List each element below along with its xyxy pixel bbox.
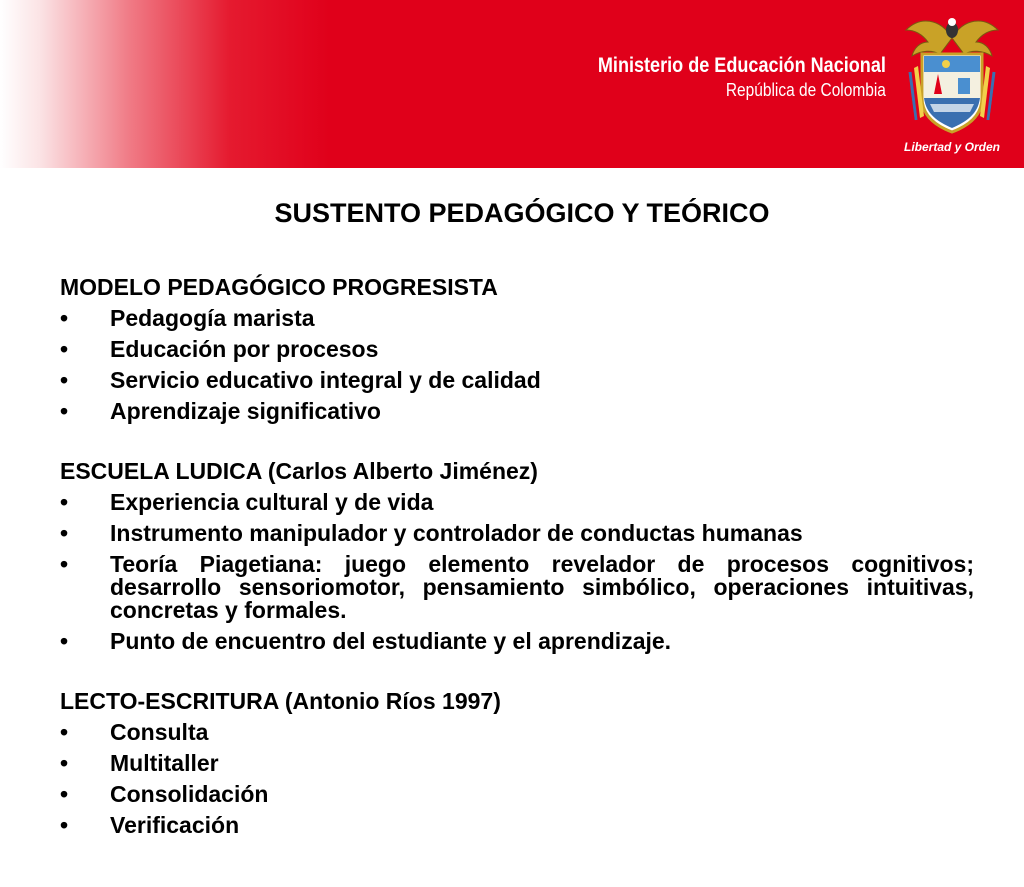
section-spacer <box>60 427 974 456</box>
bullet-icon: • <box>60 367 69 393</box>
page-title: SUSTENTO PEDAGÓGICO Y TEÓRICO <box>274 198 770 228</box>
list-item <box>60 549 974 626</box>
list-item-text: Consolidación <box>110 781 269 807</box>
list-item <box>60 365 974 396</box>
list-item-text: Instrumento manipulador y controlador de conductas humanas <box>110 520 803 546</box>
list-item-text: Servicio educativo integral y de calidad <box>110 367 541 393</box>
ministry-block <box>551 53 886 101</box>
list-item-text: Experiencia cultural y de vida <box>110 489 434 515</box>
list-item <box>60 626 974 657</box>
list-item-text: Consulta <box>110 719 209 745</box>
content-body <box>60 272 974 841</box>
list-item-text: Verificación <box>110 812 240 838</box>
list-item <box>60 396 974 427</box>
list-item <box>60 717 974 748</box>
section-spacer <box>60 657 974 686</box>
bullet-icon: • <box>60 489 69 515</box>
bullet-icon: • <box>60 551 69 577</box>
bullet-icon: • <box>60 520 69 546</box>
list-item-text: Pedagogía marista <box>110 305 315 331</box>
ministry-name: Ministerio de Educación Nacional <box>597 54 886 77</box>
coat-of-arms-logo <box>900 8 1004 164</box>
list-item <box>60 518 974 549</box>
list-item-text: Punto de encuentro del estudiante y el aprendizaje. <box>110 628 672 654</box>
list-item-text: Teoría Piagetiana: juego elemento revelador de procesos cognitivos; desarrollo sensoriomotor, pensamiento simbólico, operaciones intuitivas, concretas y formales. <box>110 551 974 623</box>
bullet-icon: • <box>60 398 69 424</box>
header-banner <box>0 0 1024 168</box>
bullet-icon: • <box>60 719 69 745</box>
bullet-icon: • <box>60 336 69 362</box>
bullet-icon: • <box>60 750 69 776</box>
country-name: República de Colombia <box>725 80 886 100</box>
bullet-icon: • <box>60 305 69 331</box>
list-item-text: Aprendizaje significativo <box>110 398 381 424</box>
list-item-text: Educación por procesos <box>110 336 379 362</box>
list-item <box>60 810 974 841</box>
section-heading: MODELO PEDAGÓGICO PROGRESISTA <box>60 274 498 300</box>
bullet-icon: • <box>60 812 69 838</box>
section-heading: LECTO-ESCRITURA (Antonio Ríos 1997) <box>60 688 501 714</box>
list-item <box>60 748 974 779</box>
list-item <box>60 303 974 334</box>
list-item <box>60 334 974 365</box>
motto-text: Libertad y Orden <box>903 140 1001 154</box>
list-item-text: Multitaller <box>110 750 219 776</box>
list-item <box>60 487 974 518</box>
bullet-icon: • <box>60 781 69 807</box>
section-heading: ESCUELA LUDICA (Carlos Alberto Jiménez) <box>60 458 538 484</box>
list-item <box>60 779 974 810</box>
bullet-icon: • <box>60 628 69 654</box>
